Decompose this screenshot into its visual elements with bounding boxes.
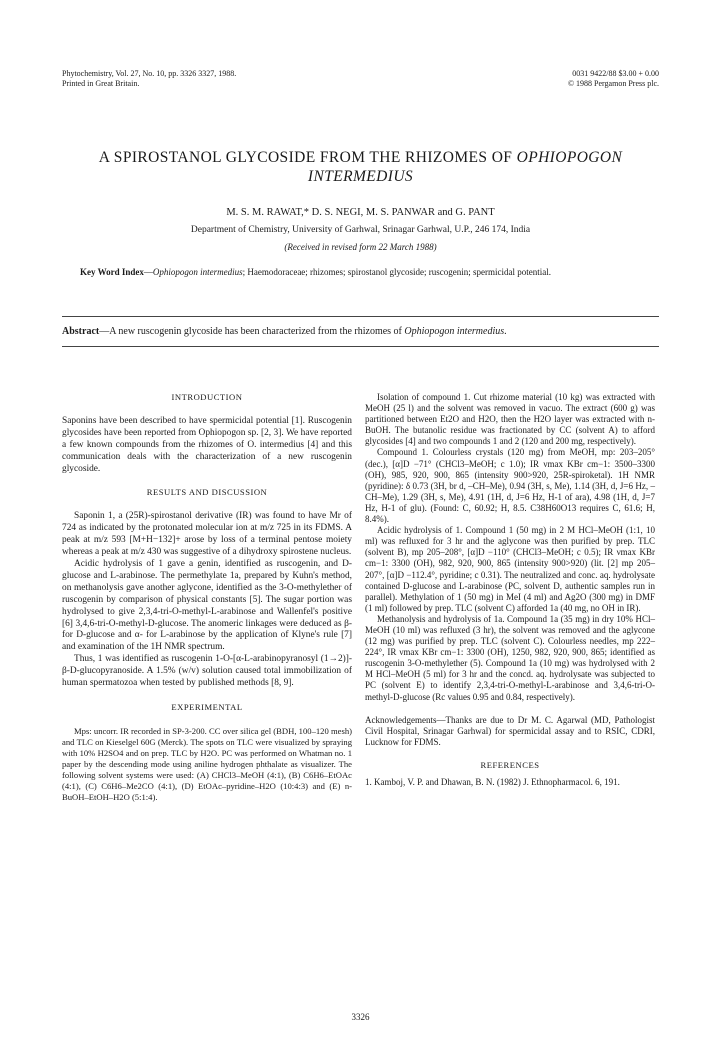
printed-note: Printed in Great Britain. [62, 79, 140, 88]
intro-heading: INTRODUCTION [171, 392, 243, 402]
abstract-rule-top [62, 316, 659, 317]
acidic-hydrolysis-paragraph: Acidic hydrolysis of 1. Compound 1 (50 mg) in 2 M HCl–MeOH (1:1, 10 ml) was refluxed for 3 hr and the aglycone was then purified by prep. TLC (solvent B), mp 205–208°, [α]D −110° (CHCl3–MeOH; c 0.5); IR νmax KBr cm−1: 3300 (OH), 982, 920, 900, 865 (intensity 900>920) (lit. [2] mp 205–207°, [α]D −112.4°, pyridine; c 0.31). The neutralized and conc. aq. hydrolysate contained D-glucose and L-arabinose (PC, solvent D, authentic samples run in parallel). Methylation of 1 (50 mg) in MeI (4 ml) and Ag2O (300 mg) in DMF (1 ml) followed by prep. TLC (solvent C) afforded 1a (40 mg, no OH in IR). [365, 525, 655, 613]
copyright-note: © 1988 Pergamon Press plc. [567, 79, 659, 88]
running-header-left [62, 69, 236, 89]
methanolysis-paragraph: Methanolysis and hydrolysis of 1a. Compound 1a (35 mg) in dry 10% HCl–MeOH (10 ml) was refluxed (3 hr), the solvent was removed and the aglycone (12 mg) was purified by prep. TLC (solvent C). Colourless needles, mp 222–224°, IR νmax KBr cm−1: 3300 (OH), 1250, 982, 920, 900, 865; identified as ruscogenin 3-O-methylether (5). Compound 1a (10 mg) was hydrolysed with 2 M HCl–MeOH (5 ml) for 3 hr and the concd. aq. hydrolysate was subjected to PC (solvent E) to identify 2,3,4-tri-O-methyl-L-arabinose and 3,4,6-tri-O-methyl-D-glucose (Rc values 0.95 and 0.84, respectively). [365, 613, 655, 702]
author-list: M. S. M. RAWAT,* D. S. NEGI, M. S. PANWAR and G. PANT [226, 207, 495, 218]
abstract-species: Ophiopogon intermedius [404, 326, 505, 337]
abstract-label: Abstract [62, 326, 100, 337]
article-title [40, 148, 681, 186]
abstract [62, 325, 659, 338]
keyword-label: Key Word Index [80, 267, 144, 277]
acknowledgements: Acknowledgements—Thanks are due to Dr M. C. Agarwal (MD, Pathologist Civil Hospital, Srinagar Garhwal) for spermicidal assay and to RSIC, CDRI, Lucknow for FDMS. [365, 714, 655, 747]
references-heading: REFERENCES [480, 759, 540, 770]
results-paragraph-1: Saponin 1, a (25R)-spirostanol derivative (IR) was found to have Mr of 724 as indicated by the protonated molecular ion at m/z 725 in its FDMS. A peak at m/z 593 [M+H−132]+ arose by loss of a terminal pentose moiety whereas a peak at m/z 430 was suggestive of a dihydroxy spirostene nucleus. [62, 511, 352, 558]
left-column [62, 392, 352, 803]
results-paragraph-3: Thus, 1 was identified as ruscogenin 1-O-[α-L-arabinopyranosyl (1→2)]-β-D-glucopyranoside. A 1.5% (w/v) solution caused total immobilization of human spermatozoa when tested by published methods [8, 9]. [62, 654, 352, 689]
intro-paragraph: Saponins have been described to have spermicidal potential [1]. Ruscogenin glycosides have been reported from Ophiopogon sp. [2, 3]. We have reported a few known compounds from the rhizomes of O. intermedius [4] and this communication deals with the characterization of a new ruscogenin glycoside. [62, 415, 352, 474]
running-header-right [568, 69, 659, 89]
page-number: 3326 [351, 1012, 370, 1022]
title-plain: A SPIROSTANOL GLYCOSIDE FROM THE RHIZOMES OF [98, 149, 513, 166]
compound-1-paragraph: Compound 1. Colourless crystals (120 mg) from MeOH, mp: 203–205° (dec.), [α]D −71° (CHCl3–MeOH; c 1.0); IR νmax KBr cm−1: 3500–3300 (OH), 985, 920, 900, 865 (intensity 900>920, 25R-spiroketal). 1H NMR (pyridine): δ 0.73 (3H, br d, –CH–Me), 0.94 (3H, s, Me), 1.14 (3H, d, J=6 Hz, –CH–Me), 1.29 (3H, s, Me), 4.91 (1H, d, J=6 Hz, H-1 of ara), 4.98 (1H, d, J=7 Hz, H-1 of glu). (Found: C, 60.92; H, 8.5. C38H60O13 requires C, 61.6; H, 8.4%). [365, 447, 655, 525]
issn-price: 0031 9422/88 $3.00 + 0.00 [572, 69, 659, 78]
affiliation: Department of Chemistry, University of Garhwal, Srinagar Garhwal, U.P., 246 174, India [190, 225, 531, 235]
abstract-text: —A new ruscogenin glycoside has been characterized from the rhizomes of [99, 326, 405, 337]
experimental-heading: EXPERIMENTAL [171, 701, 243, 712]
keyword-dash: — [143, 267, 153, 277]
right-column [365, 392, 655, 788]
keyword-terms: ; Haemodoraceae; rhizomes; spirostanol glycoside; ruscogenin; spermicidal potential. [242, 267, 552, 277]
keyword-species: Ophiopogon intermedius [152, 267, 243, 277]
results-paragraph-2: Acidic hydrolysis of 1 gave a genin, identified as ruscogenin, and D-glucose and L-arabinose. The permethylate 1a, prepared by Kuhn's method, on methanolysis gave another aglycone, identified as the 3-O-methylether of ruscogenin by comparison of physical constants [5]. The sugar portion was hydrolysed to give 2,3,4-tri-O-methyl-L-arabinose and Wallenfel's positive [6] 3,4,6-tri-O-methyl-D-glucose. The anomeric linkages were deduced as β- for D-glucose and α- for L-arabinose by the application of Klyne's rule [7] and examination of the 1H NMR spectrum. [62, 558, 352, 653]
isolation-paragraph: Isolation of compound 1. Cut rhizome material (10 kg) was extracted with MeOH (25 l) and the solvent was removed in vacuo. The extract (600 g) was partitioned between Et2O and H2O, then the H2O layer was extracted with n-BuOH. The butanolic residue was fractionated by CC (solvent A) to afford glycosides [4] and two compounds 1 and 2 (120 and 200 mg, respectively). [365, 392, 655, 447]
reference-1: 1. Kamboj, V. P. and Dhawan, B. N. (1982) J. Ethnopharmacol. 6, 191. [365, 777, 620, 787]
results-heading: RESULTS AND DISCUSSION [146, 487, 268, 498]
received-date: (Received in revised form 22 March 1988) [284, 242, 437, 252]
title-italic-2: INTERMEDIUS [307, 168, 414, 185]
title-italic-1: OPHIOPOGON [516, 149, 623, 166]
experimental-paragraph: Mps: uncorr. IR recorded in SP-3-200. CC over silica gel (BDH, 100–120 mesh) and TLC on Kieselgel 60G (Merck). The spots on TLC were visualized by spraying with 10% H2SO4 and on prep. TLC by H2O. PC was performed on Whatman no. 1 paper by the descending mode using aniline hydrogen phthalate as visualizer. The following solvent systems were used: (A) CHCl3–MeOH (4:1), (B) C6H6–EtOAc (4:1), (C) C6H6–Me2CO (4:1), (D) EtOAc–pyridine–H2O (10:4:3) and (E) n-BuOH–EtOH–H2O (5:1:4). [62, 725, 352, 802]
abstract-rule-bottom [62, 346, 659, 347]
journal-citation: Phytochemistry, Vol. 27, No. 10, pp. 3326 3327, 1988. [62, 69, 237, 78]
abstract-end: . [504, 326, 507, 337]
keyword-index [80, 266, 640, 279]
